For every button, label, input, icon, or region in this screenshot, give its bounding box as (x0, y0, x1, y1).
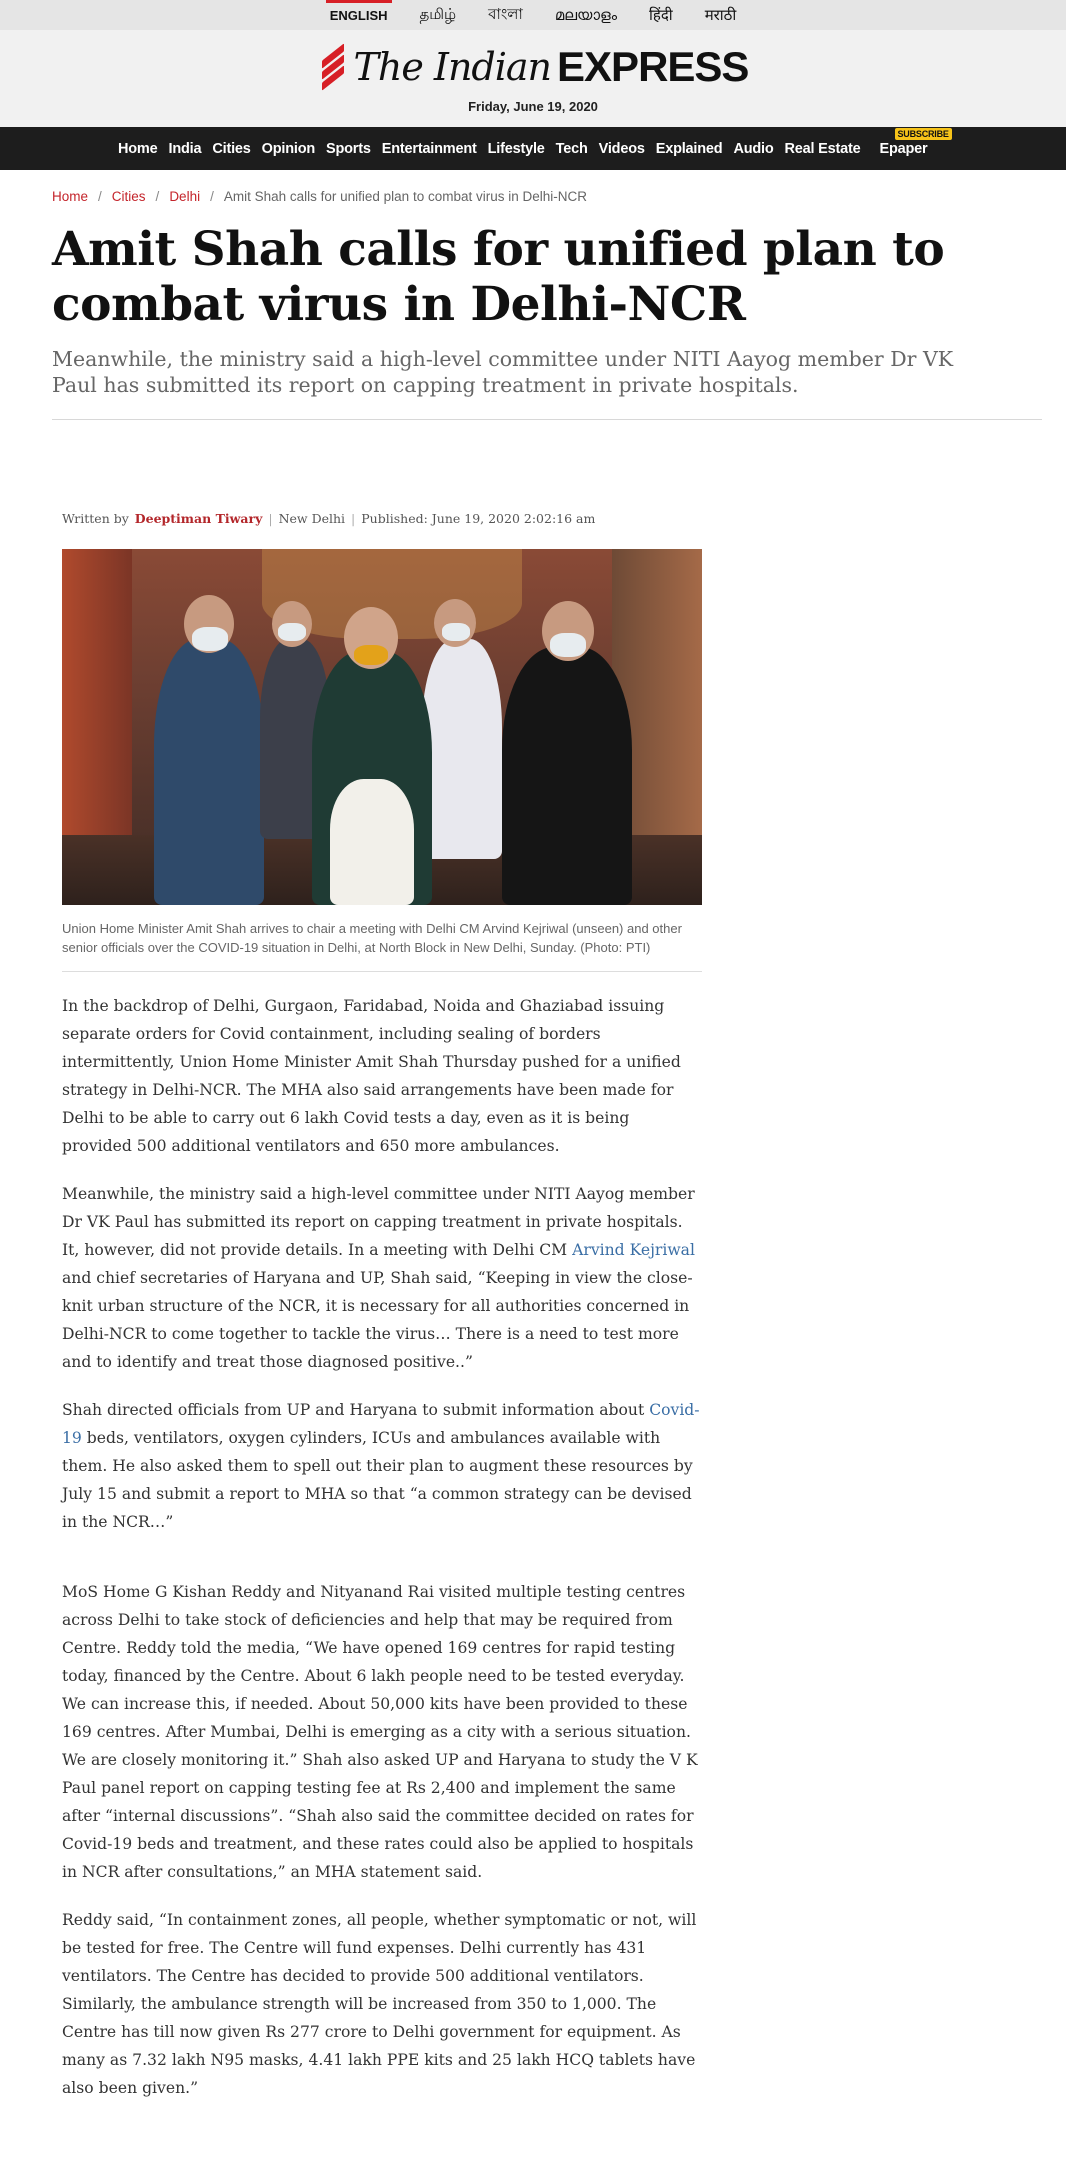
breadcrumb (52, 189, 1066, 204)
nav-epaper[interactable] (879, 128, 949, 157)
article-paragraph: Shah directed officials from UP and Haryana to submit information about Covid-19 beds, ventilators, oxygen cylinders, ICUs and ambulances available with them. He also asked them to spell out their plan to augment these resources by July 15 and submit a report to MHA so that “a common strategy can be devised in the NCR…” (62, 1401, 700, 1531)
article-byline (62, 511, 1066, 526)
nav-lifestyle[interactable]: Lifestyle (487, 140, 545, 157)
byline-author-link[interactable]: Deeptiman Tiwary (134, 511, 263, 526)
article-paragraph: Reddy said, “In containment zones, all people, whether symptomatic or not, will be tested for free. The Centre will fund expenses. Delhi currently has 431 ventilators. The Centre has decided to provide 500 additional ventilators. Similarly, the ambulance strength will be increased from 350 to 1,000. The Centre has till now given Rs 277 crore to Delhi government for equipment. As many as 7.32 lakh N95 masks, 4.41 lakh PPE kits and 25 lakh HCQ tablets have also been given.” (62, 1911, 697, 2097)
byline-location: New Delhi (278, 511, 346, 526)
nav-india[interactable]: India (168, 140, 202, 157)
header-divider (52, 419, 1042, 420)
logo-text-express: EXPRESS (557, 43, 749, 90)
nav-videos[interactable]: Videos (598, 140, 645, 157)
link-covid-19[interactable]: Covid-19 (62, 1401, 700, 1447)
nav-explained[interactable]: Explained (655, 140, 723, 157)
nav-audio[interactable]: Audio (733, 140, 774, 157)
article-body (62, 992, 702, 2102)
nav-opinion[interactable]: Opinion (261, 140, 316, 157)
article-headline: Amit Shah calls for unified plan to combat virus in Delhi-NCR (52, 222, 945, 332)
nav-home[interactable]: Home (118, 140, 158, 157)
lang-bangla[interactable]: বাংলা (488, 5, 523, 23)
subscribe-badge[interactable]: SUBSCRIBE (895, 128, 952, 140)
breadcrumb-separator: / (98, 189, 102, 204)
nav-cities[interactable]: Cities (212, 140, 251, 157)
nav-entertainment[interactable]: Entertainment (381, 140, 477, 157)
lang-hindi[interactable]: हिंदी (648, 7, 673, 24)
breadcrumb-separator: / (210, 189, 214, 204)
article-subhead: Meanwhile, the ministry said a high-level committee under NITI Aayog member Dr VK Paul has submitted its report on capping treatment in private hospitals. (52, 347, 954, 397)
article-paragraph: In the backdrop of Delhi, Gurgaon, Faridabad, Noida and Ghaziabad issuing separate orders for Covid containment, including sealing of borders intermittently, Union Home Minister Amit Shah Thursday pushed for a unified strategy in Delhi-NCR. The MHA also said arrangements have been made for Delhi to be able to carry out 6 lakh Covid tests a day, even as it is being provided 500 additional ventilators and 650 more ambulances. (62, 997, 681, 1155)
byline-separator: | (268, 511, 273, 526)
nav-real-estate[interactable]: Real Estate (784, 140, 861, 157)
language-bar (0, 0, 1066, 30)
lang-malayalam[interactable]: മലയാളം (554, 6, 617, 24)
lang-english[interactable]: ENGLISH (329, 7, 388, 23)
breadcrumb-separator: / (155, 189, 160, 204)
byline-written-by: Written by (62, 511, 129, 526)
logo-mark-icon (318, 46, 348, 88)
main-navbar (0, 127, 1066, 170)
site-logo[interactable] (318, 43, 749, 91)
nav-sports[interactable]: Sports (326, 140, 371, 157)
article-lead-photo[interactable] (62, 549, 702, 905)
byline-separator: | (351, 511, 356, 526)
lang-marathi[interactable]: मराठी (704, 7, 737, 24)
lang-tamil[interactable]: தமிழ் (419, 5, 457, 23)
breadcrumb-home[interactable]: Home (52, 189, 89, 204)
link-arvind-kejriwal[interactable]: Arvind Kejriwal (572, 1241, 695, 1259)
photo-caption: Union Home Minister Amit Shah arrives to chair a meeting with Delhi CM Arvind Kejriwal (unseen) and other senior officials over the COVID-19 situation in Delhi, at North Block in New Delhi, Sunday. (Photo: PTI) (62, 919, 702, 972)
article-paragraph: MoS Home G Kishan Reddy and Nityanand Rai visited multiple testing centres across Delhi to take stock of deficiencies and help that may be required from Centre. Reddy told the media, “We have opened 169 centres for rapid testing today, financed by the Centre. About 6 lakh people need to be tested everyday. We can increase this, if needed. About 50,000 kits have been provided to these 169 centres. After Mumbai, Delhi is emerging as a city with a serious situation. We are closely monitoring it.” Shah also asked UP and Haryana to study the V K Paul panel report on capping testing fee at Rs 2,400 and implement the same after “internal discussions”. “Shah also said the committee decided on rates for Covid-19 beds and treatment, and these rates could also be applied to hospitals in NCR after consultations,” an MHA statement said. (62, 1583, 698, 1881)
breadcrumb-delhi[interactable]: Delhi (169, 189, 201, 204)
nav-epaper-label: Epaper (879, 140, 928, 157)
masthead-date: Friday, June 19, 2020 (468, 99, 598, 114)
masthead (0, 30, 1066, 127)
breadcrumb-current: Amit Shah calls for unified plan to combat virus in Delhi-NCR (223, 189, 587, 204)
nav-tech[interactable]: Tech (555, 140, 588, 157)
logo-text-the: The Indian (353, 45, 552, 89)
breadcrumb-cities[interactable]: Cities (111, 189, 146, 204)
article-paragraph: Meanwhile, the ministry said a high-level committee under NITI Aayog member Dr VK Paul has submitted its report on capping treatment in private hospitals. It, however, did not provide details. In a meeting with Delhi CM Arvind Kejriwal and chief secretaries of Haryana and UP, Shah said, “Keeping in view the close-knit urban structure of the NCR, it is necessary for all authorities concerned in Delhi-NCR to come together to tackle the virus… There is a need to test more and to identify and treat those diagnosed positive..” (62, 1185, 695, 1371)
byline-published: Published: June 19, 2020 2:02:16 am (361, 511, 596, 526)
